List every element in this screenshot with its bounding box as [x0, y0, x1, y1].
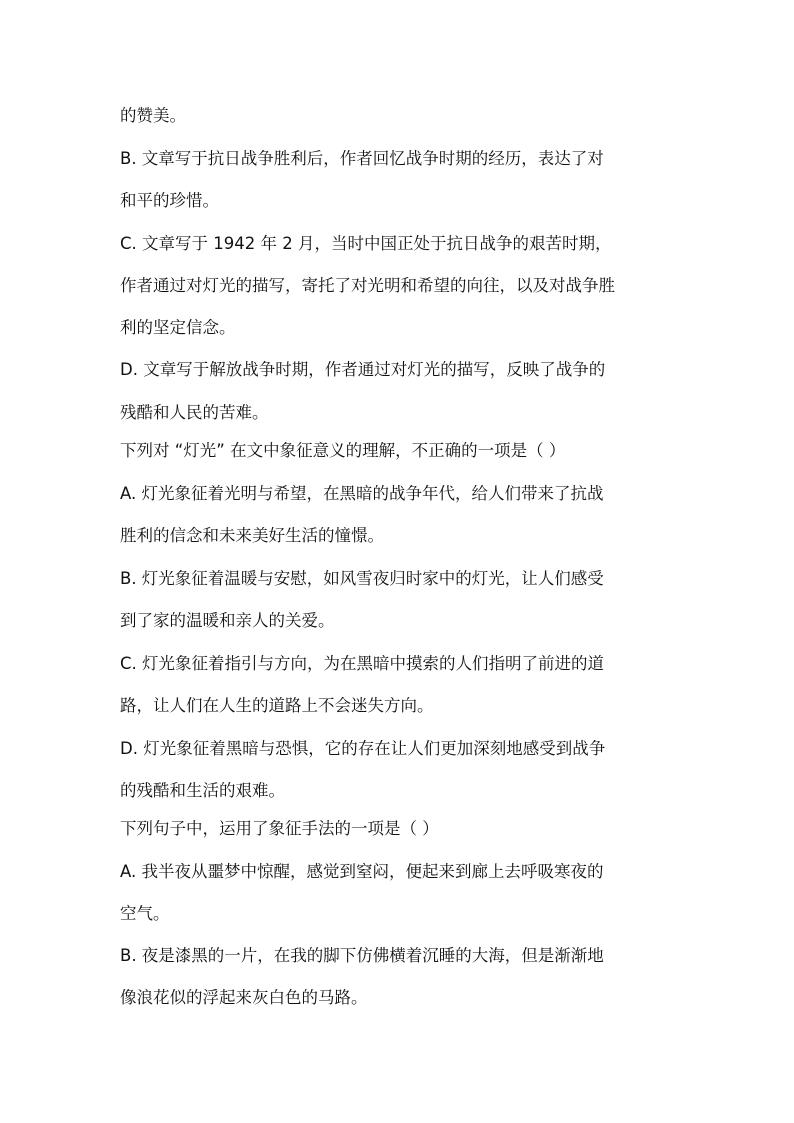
text-line: 和平的珍惜。: [120, 191, 219, 210]
option-c-line: C. 灯光象征着指引与方向，为在黑暗中摸索的人们指明了前进的道: [120, 654, 605, 673]
text-line: 的赞美。: [120, 106, 186, 125]
option-b-line: B. 灯光象征着温暖与安慰，如风雪夜归时家中的灯光，让人们感受: [120, 569, 604, 588]
text-line: 作者通过对灯光的描写，寄托了对光明和希望的向往，以及对战争胜: [120, 276, 615, 295]
option-a-line: A. 我半夜从噩梦中惊醒，感觉到窒闷，便起来到廊上去呼吸寒夜的: [120, 862, 604, 881]
text-line: 路，让人们在人生的道路上不会迷失方向。: [120, 696, 434, 715]
option-d-line: D. 灯光象征着黑暗与恐惧，它的存在让人们更加深刻地感受到战争: [120, 739, 606, 758]
question-line: 下列句子中，运用了象征手法的一项是（ ）: [120, 819, 439, 838]
option-b-line: B. 文章写于抗日战争胜利后，作者回忆战争时期的经历，表达了对: [120, 149, 604, 168]
text-line: 利的坚定信念。: [120, 318, 236, 337]
option-d-line: D. 文章写于解放战争时期，作者通过对灯光的描写，反映了战争的: [120, 360, 606, 379]
text-line: 像浪花似的浮起来灰白色的马路。: [120, 988, 368, 1007]
text-line: 的残酷和生活的艰难。: [120, 781, 285, 800]
question-line: 下列对 “灯光” 在文中象征意义的理解，不正确的一项是（ ）: [120, 441, 566, 460]
text-line: 残酷和人民的苦难。: [120, 403, 269, 422]
text-line: 到了家的温暖和亲人的关爱。: [120, 611, 335, 630]
option-b-line: B. 夜是漆黑的一片，在我的脚下仿佛横着沉睡的大海，但是渐渐地: [120, 946, 604, 965]
option-c-line: C. 文章写于 1942 年 2 月，当时中国正处于抗日战争的艰苦时期，: [120, 234, 612, 253]
text-line: 胜利的信念和未来美好生活的憧憬。: [120, 526, 384, 545]
text-line: 空气。: [120, 904, 170, 923]
option-a-line: A. 灯光象征着光明与希望，在黑暗的战争年代，给人们带来了抗战: [120, 484, 604, 503]
